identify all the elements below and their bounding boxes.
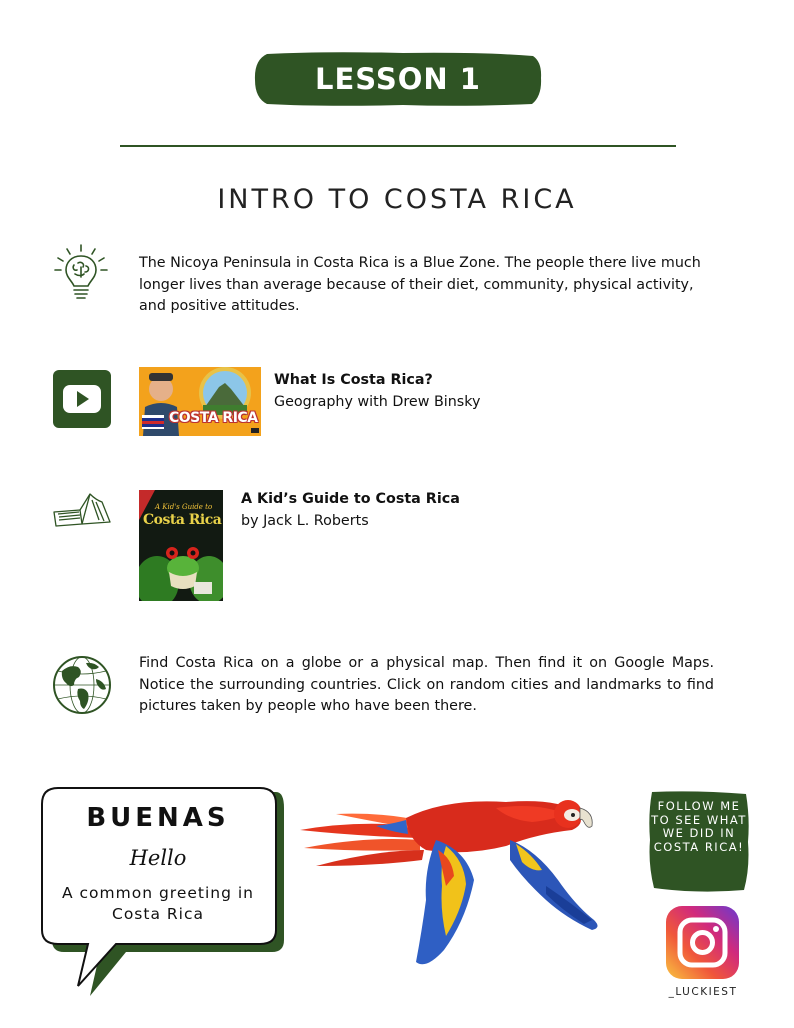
activity-text: Find Costa Rica on a globe or a physical map. Then find it on Google Maps. Notice the surrounding countries. Click on random cities and landmarks to find pictures taken by people who have been there. <box>139 655 714 714</box>
youtube-play-icon[interactable] <box>53 370 111 428</box>
open-book-icon <box>52 490 112 528</box>
greeting-bubble <box>40 786 285 1001</box>
book-cover[interactable] <box>139 490 223 601</box>
follow-badge <box>646 788 752 894</box>
lesson-banner <box>253 50 543 108</box>
cover-title-line1: A Kid's Guide to <box>155 503 213 511</box>
cover-title-line2: Costa Rica <box>143 512 222 528</box>
thumbnail-caption: COSTA RICA <box>169 410 258 426</box>
lightbulb-brain-icon <box>53 243 109 303</box>
lesson-label: LESSON 1 <box>315 62 481 96</box>
follow-text: FOLLOW ME TO SEE WHAT WE DID IN COSTA RICA! <box>651 799 747 854</box>
instagram-handle[interactable]: _LUCKIEST <box>668 986 738 998</box>
book-info <box>241 488 460 532</box>
instagram-icon[interactable] <box>666 906 739 979</box>
video-title[interactable]: What Is Costa Rica? <box>274 372 433 388</box>
video-info <box>274 369 480 413</box>
page-title: INTRO TO COSTA RICA <box>217 184 577 215</box>
video-thumbnail[interactable] <box>139 367 261 436</box>
book-title[interactable]: A Kid’s Guide to Costa Rica <box>241 491 460 507</box>
globe-icon <box>52 655 112 715</box>
fact-text: The Nicoya Peninsula in Costa Rica is a Blue Zone. The people there live much longer lives than average because of their diet, community, physical activity, and positive attitudes. <box>139 255 701 314</box>
video-subtitle: Geography with Drew Binsky <box>274 394 481 410</box>
greeting-caption: A common greeting in Costa Rica <box>61 884 254 923</box>
scarlet-macaw-illustration <box>296 790 626 975</box>
greeting-translation: Hello <box>129 846 187 870</box>
book-author: by Jack L. Roberts <box>241 513 369 529</box>
divider-line <box>120 145 676 147</box>
greeting-word: BUENAS <box>86 803 230 833</box>
